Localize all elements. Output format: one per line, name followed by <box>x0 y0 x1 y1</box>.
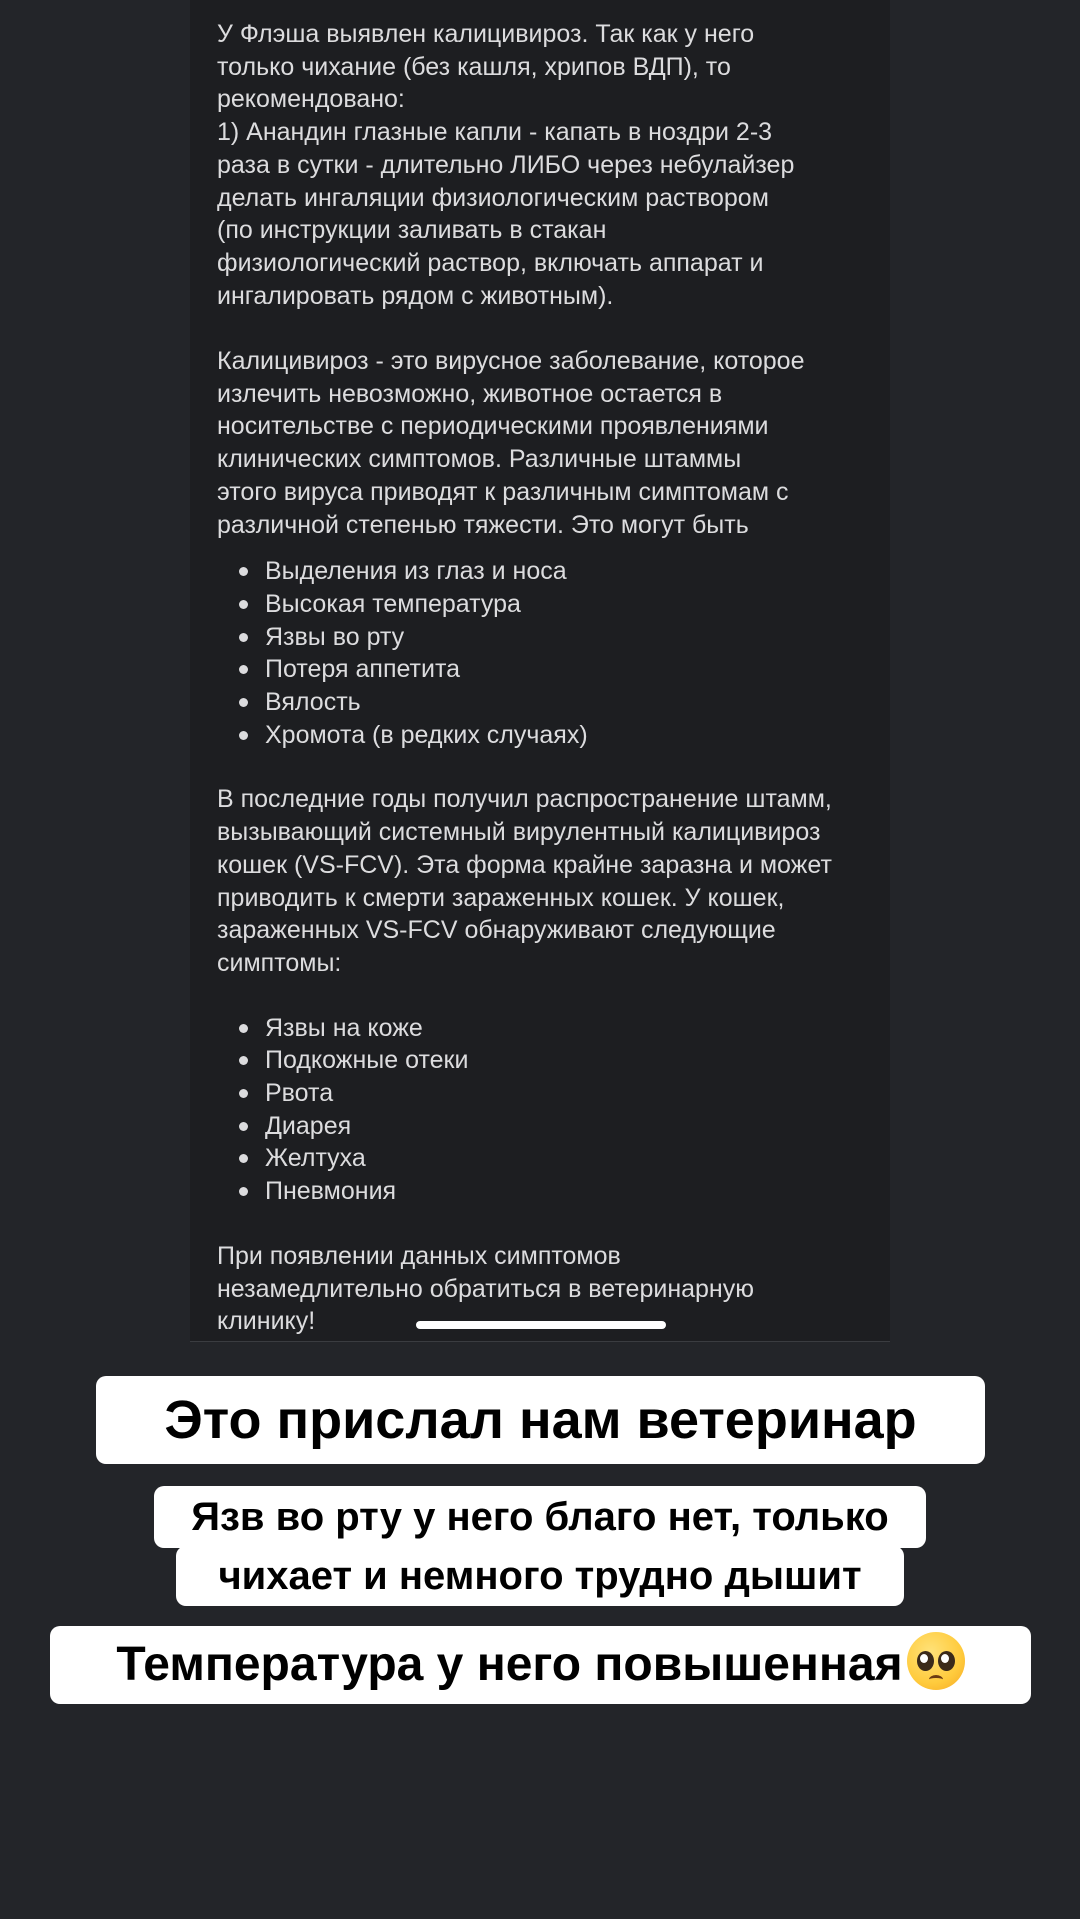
list-item: Пневмония <box>239 1175 864 1208</box>
symptom-list <box>217 555 864 751</box>
bullet-icon <box>239 1187 248 1196</box>
caption-no-ulcers-line2: чихает и немного трудно дышит <box>176 1546 904 1606</box>
bullet-icon <box>239 1154 248 1163</box>
caption-no-ulcers-line1: Язв во рту у него благо нет, только <box>154 1486 926 1548</box>
list-item: Хромота (в редких случаях) <box>239 719 864 752</box>
message-vsfcv: В последние годы получил распространение штамм, вызывающий системный вирулентный калицивироз кошек (VS-FCV). Эта форма крайне заразна и может приводить к смерти зараженных кошек. У кошек, зараженных VS-FCV обнаруживают следующие симптомы: <box>217 785 832 977</box>
spacer <box>217 541 864 555</box>
list-item: Рвота <box>239 1077 864 1110</box>
list-item: Потеря аппетита <box>239 653 864 686</box>
list-item: Вялость <box>239 686 864 719</box>
vet-message-screenshot <box>190 0 890 1342</box>
bullet-icon <box>239 600 248 609</box>
spacer <box>217 980 864 1012</box>
vsfcv-symptom-list <box>217 1012 864 1208</box>
caption-temperature-text: Температура у него повышенная <box>116 1638 903 1691</box>
message-intro: У Флэша выявлен калицивироз. Так как у него только чихание (без кашля, хрипов ВДП), то рекомендовано: 1) Анандин глазные капли - капать в ноздри 2-3 раза в сутки - длительно ЛИБО через небулайзер делать ингаляции физиологическим раствором (по инструкции заливать в стакан физиологический раствор, включать аппарат и ингалировать рядом с животным). <box>217 20 795 310</box>
bullet-icon <box>239 1089 248 1098</box>
caption-temperature <box>50 1626 1031 1704</box>
spacer <box>217 312 864 345</box>
bullet-icon <box>239 1056 248 1065</box>
spacer <box>217 1208 864 1240</box>
list-item: Подкожные отеки <box>239 1044 864 1077</box>
bullet-icon <box>239 1024 248 1033</box>
spacer <box>217 751 864 783</box>
list-item: Выделения из глаз и носа <box>239 555 864 588</box>
bullet-icon <box>239 567 248 576</box>
list-item: Язвы во рту <box>239 621 864 654</box>
bullet-icon <box>239 665 248 674</box>
list-item: Язвы на коже <box>239 1012 864 1045</box>
bullet-icon <box>239 698 248 707</box>
home-indicator[interactable] <box>416 1321 666 1329</box>
message-outro: При появлении данных симптомов незамедлительно обратиться в ветеринарную клинику! <box>217 1241 754 1336</box>
message-about: Калицивироз - это вирусное заболевание, которое излечить невозможно, животное остается в носительстве с периодическими проявлениями клинических симптомов. Различные штаммы этого вируса приводят к различным симптомам с различной степенью тяжести. Это могут быть <box>217 347 805 539</box>
caption-vet-sent: Это прислал нам ветеринар <box>96 1376 985 1464</box>
list-item: Желтуха <box>239 1142 864 1175</box>
list-item: Высокая температура <box>239 588 864 621</box>
pleading-face-icon <box>907 1632 965 1690</box>
bullet-icon <box>239 633 248 642</box>
bullet-icon <box>239 1122 248 1131</box>
bullet-icon <box>239 731 248 740</box>
list-item: Диарея <box>239 1110 864 1143</box>
